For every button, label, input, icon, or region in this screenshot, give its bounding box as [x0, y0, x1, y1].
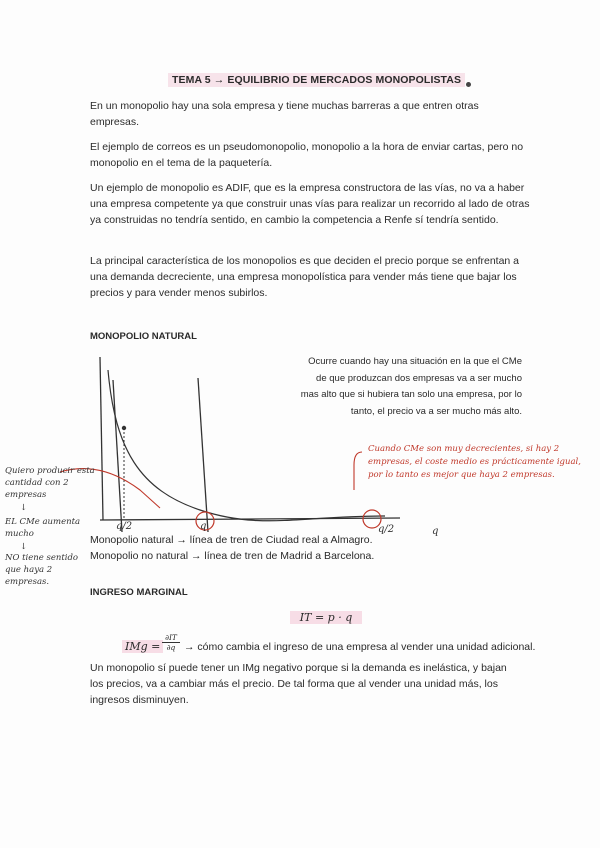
red-handwritten-note: Cuando CMe son muy decrecientes, si hay 2 empresas, el coste medio es prácticamente igual, por lo tanto es mejor que haya 2 empresas. [368, 444, 581, 480]
steep-line-right [198, 378, 208, 532]
natural-example-1: Monopolio natural → línea de tren de Ciudad real a Almagro. [90, 534, 373, 546]
left-note-2: EL CMe aumenta mucho [5, 517, 81, 539]
left-note-3: NO tiene sentido que haya 2 empresas. [5, 553, 79, 587]
left-arrow-1: ↓ [20, 503, 28, 513]
formula-img-fraction [162, 633, 180, 652]
title-dot [466, 82, 471, 87]
axis-label-q-mid: q [200, 521, 207, 532]
point-marker [122, 426, 126, 430]
y-axis [100, 357, 103, 520]
axis-label-q-half: q/2 [116, 521, 133, 532]
paragraph-2: El ejemplo de correos es un pseudomonopolio, monopolio a la hora de enviar cartas, pero no monopolio en el tema de la paquetería. [90, 141, 524, 169]
fraction-numerator: ∂IT [162, 633, 180, 643]
formula-img-label: IMg = [122, 640, 163, 653]
paragraph-4: La principal característica de los monopolios es que deciden el precio porque se enfrentan a una demanda decreciente, una empresa monopolística para vender más tiene que bajar los precios y para vender menos subirlos. [90, 255, 520, 299]
paragraph-1: En un monopolio hay una sola empresa y tiene muchas barreras a que entren otras empresas. [90, 100, 479, 128]
formula-img-description: → cómo cambia el ingreso de una empresa al vender una unidad adicional. [184, 641, 536, 653]
paragraph-3: Un ejemplo de monopolio es ADIF, que es la empresa constructora de las vías, no va a haber una empresa competente ya que construir unas vías para realizar un recorrido al lado de otras ya construidas no tendría sentido, en cambio la competencia a Renfe sí tendría sentido. [90, 182, 530, 226]
left-note-1: Quiero producir esta cantidad con 2 empresas [5, 466, 95, 500]
page-title: TEMA 5 → EQUILIBRIO DE MERCADOS MONOPOLISTAS [168, 73, 465, 87]
natural-example-2: Monopolio no natural → línea de tren de Madrid a Barcelona. [90, 550, 375, 562]
formula-it: IT = p · q [290, 611, 362, 624]
red-bracket [354, 452, 362, 490]
natural-side-text: Ocurre cuando hay una situación en la que el CMe de que produzcan dos empresas va a ser mucho mas alto que si hubiera tan solo una empresa, por lo tanto, el precio va a ser mucho más alto. [300, 356, 522, 417]
left-arrow-2: ↓ [20, 542, 28, 552]
section-heading-natural: MONOPOLIO NATURAL [90, 331, 197, 342]
steep-line-left [113, 380, 122, 532]
axis-label-q-right: q/2 [378, 524, 395, 535]
fraction-denominator: ∂q [166, 643, 176, 652]
axis-label-x: q [432, 526, 439, 537]
section-heading-marginal: INGRESO MARGINAL [90, 587, 188, 598]
marginal-paragraph: Un monopolio sí puede tener un IMg negativo porque si la demanda es inelástica, y bajan los precios, va a cambiar más el precio. De tal forma que al vender una unidad más, los ingresos disminuyen. [90, 662, 507, 706]
